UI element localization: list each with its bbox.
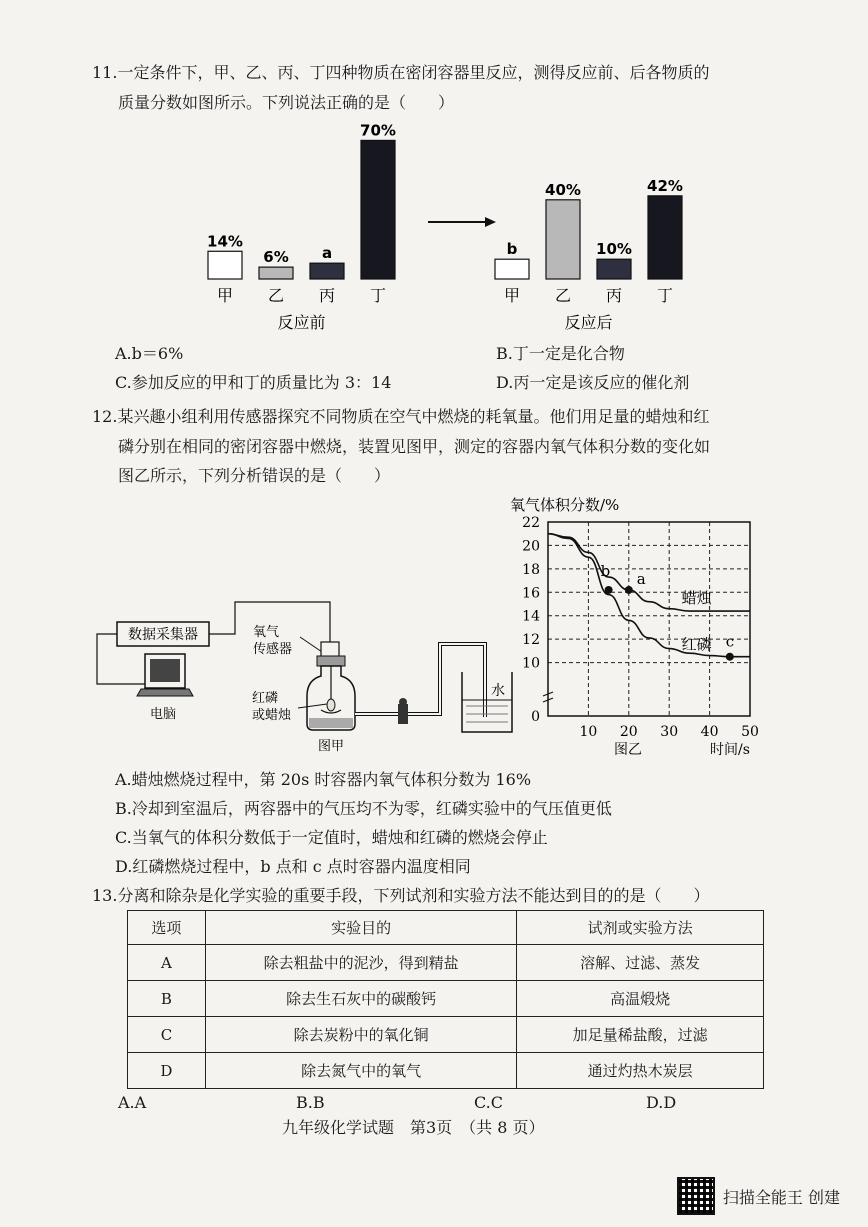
bar: [259, 267, 293, 279]
bar: [208, 251, 242, 279]
q11-stem-line1: 11.一定条件下，甲、乙、丙、丁四种物质在密闭容器里反应，测得反应前、后各物质的: [92, 63, 710, 82]
table-cell: 加足量稀盐酸，过滤: [517, 1017, 764, 1053]
q11-option-d[interactable]: D.丙一定是该反应的催化剂: [496, 373, 690, 392]
chart-ticks: [522, 515, 759, 740]
oxygen-line-chart: [500, 490, 770, 790]
chart-xlabel: 时间/s: [710, 742, 750, 758]
page-info: 九年级化学试题 第3页 （共 8 页）: [282, 1118, 545, 1137]
x-tick-label: 10: [579, 724, 598, 740]
table-cell: D: [128, 1053, 206, 1089]
chart-ylabel: 氧气体积分数/%: [510, 496, 620, 514]
chart-title: 反应后: [564, 313, 613, 332]
plot-frame: [548, 522, 750, 716]
q11-option-c[interactable]: C.参加反应的甲和丁的质量比为 3：14: [115, 373, 392, 392]
bar: [495, 259, 529, 279]
q13-stem: 13.分离和除杂是化学实验的重要手段，下列试剂和实验方法不能达到目的的是（ ）: [92, 886, 710, 905]
qr-code-icon: [677, 1177, 715, 1215]
data-collector-label: 数据采集器: [128, 627, 198, 643]
chart-grid: [548, 522, 750, 716]
computer-label: 电脑: [149, 707, 177, 722]
category-tick-label: 甲: [503, 286, 521, 305]
table-cell: 高温煅烧: [517, 981, 764, 1017]
category-tick-label: 甲: [216, 286, 234, 305]
scanner-watermark: [677, 1177, 840, 1215]
apparatus-diagram: [95, 592, 520, 760]
table-row: [128, 981, 764, 1017]
q12-option-b[interactable]: B.冷却到室温后，两容器中的气压均不为零，红磷实验中的气压值更低: [115, 799, 612, 818]
table-row: [128, 1017, 764, 1053]
category-tick-label: 丙: [605, 286, 623, 305]
table-header-row: [128, 911, 764, 945]
q13-answer-a[interactable]: A.A: [118, 1093, 147, 1112]
q13-answer-b[interactable]: B.B: [296, 1093, 325, 1112]
table-header: 实验目的: [205, 911, 516, 945]
q12-stem-line3: 图乙所示，下列分析错误的是（ ）: [118, 466, 391, 485]
table-cell: C: [128, 1017, 206, 1053]
chart-series: [548, 534, 750, 657]
sample-label-line1: 红磷: [252, 691, 279, 706]
data-point: [726, 653, 734, 661]
series-label: 红磷: [681, 635, 712, 654]
category-tick-label: 乙: [267, 286, 285, 305]
table-cell: 通过灼热木炭层: [517, 1053, 764, 1089]
bar-data-label: a: [321, 244, 333, 263]
bar-data-label: b: [506, 240, 518, 259]
q11-bar-charts: [190, 112, 710, 337]
table-cell: B: [128, 981, 206, 1017]
q13-table: [127, 910, 764, 1089]
q13-answer-c[interactable]: C.C: [474, 1093, 503, 1112]
category-tick-label: 丁: [656, 286, 674, 305]
computer-icon: [137, 654, 193, 696]
bar-data-label: 14%: [207, 232, 243, 251]
water-label: 水: [491, 683, 505, 699]
q12-option-d[interactable]: D.红磷燃烧过程中，b 点和 c 点时容器内温度相同: [115, 857, 471, 876]
data-point: [605, 586, 613, 594]
x-tick-label: 30: [660, 724, 679, 740]
table-cell: 除去炭粉中的氧化铜: [205, 1017, 516, 1053]
table-row: [128, 945, 764, 981]
bar-data-label: 40%: [545, 180, 581, 199]
table-cell: 除去氮气中的氧气: [205, 1053, 516, 1089]
bar: [648, 196, 682, 279]
figure-a-caption: 图甲: [317, 739, 345, 754]
glass-tube-outer: [355, 644, 485, 717]
table-cell: A: [128, 945, 206, 981]
bar: [546, 200, 580, 279]
y-tick-label: 10: [522, 655, 540, 672]
bar-data-label: 6%: [263, 248, 289, 267]
category-tick-label: 丁: [369, 286, 387, 305]
bar: [310, 263, 344, 279]
q12-option-c[interactable]: C.当氧气的体积分数低于一定值时，蜡烛和红磷的燃烧会停止: [115, 828, 548, 847]
point-label: b: [600, 561, 611, 580]
series-line: [548, 534, 750, 657]
scanner-label: 扫描全能王 创建: [722, 1187, 840, 1207]
q12-stem-line1: 12.某兴趣小组利用传感器探究不同物质在空气中燃烧的耗氧量。他们用足量的蜡烛和红: [92, 407, 710, 426]
table-cell: 除去粗盐中的泥沙，得到精盐: [205, 945, 516, 981]
chart-title: 反应前: [277, 313, 326, 332]
y-tick-label: 20: [522, 538, 540, 555]
figure-b-caption: 图乙: [614, 742, 642, 758]
category-tick-label: 乙: [554, 286, 572, 305]
y-tick-label: 22: [522, 515, 540, 531]
q12-option-a[interactable]: A.蜡烛燃烧过程中，第 20s 时容器内氧气体积分数为 16%: [115, 770, 532, 789]
q11-option-a[interactable]: A.b＝6%: [115, 344, 184, 363]
series-label: 蜡烛: [681, 589, 712, 608]
bar-data-label: 10%: [596, 240, 632, 259]
y-tick-label: 18: [522, 561, 540, 578]
table-header: 选项: [128, 911, 206, 945]
q11-option-b[interactable]: B.丁一定是化合物: [496, 344, 625, 363]
q13-answer-d[interactable]: D.D: [646, 1093, 677, 1112]
bar: [597, 259, 631, 279]
y-tick-label: 12: [522, 632, 540, 649]
category-tick-label: 丙: [318, 286, 336, 305]
data-point: [625, 586, 633, 594]
table-header: 试剂或实验方法: [517, 911, 764, 945]
glass-tube-inner: [355, 644, 485, 717]
point-label: c: [725, 632, 735, 651]
bar-data-label: 42%: [647, 176, 683, 195]
bar-chart-after: [495, 177, 683, 332]
clamp: [398, 698, 408, 724]
sensor-label-line1: 氧气: [253, 625, 280, 640]
q12-stem-line2: 磷分别在相同的密闭容器中燃烧，装置见图甲，测定的容器内氧气体积分数的变化如: [118, 437, 711, 456]
x-tick-label: 50: [741, 724, 759, 740]
reaction-arrow-head: [485, 217, 496, 227]
x-tick-label: 20: [619, 724, 638, 740]
chart-axes: [543, 522, 750, 716]
q11-stem-line2: 质量分数如图所示。下列说法正确的是（ ）: [118, 93, 455, 112]
sensor-label-line2: 传感器: [253, 642, 293, 657]
origin-label: 0: [531, 709, 540, 725]
table-cell: 溶解、过滤、蒸发: [517, 945, 764, 981]
table-cell: 除去生石灰中的碳酸钙: [205, 981, 516, 1017]
y-tick-label: 14: [522, 608, 540, 625]
table-row: [128, 1053, 764, 1089]
bar-data-label: 70%: [360, 121, 396, 140]
bar-chart-before: [207, 121, 396, 332]
combustion-bottle: [307, 642, 355, 730]
x-tick-label: 40: [700, 724, 719, 740]
sample-label-line2: 或蜡烛: [252, 708, 292, 723]
bar: [361, 140, 395, 279]
point-label: a: [636, 569, 646, 588]
y-tick-label: 16: [522, 585, 540, 602]
